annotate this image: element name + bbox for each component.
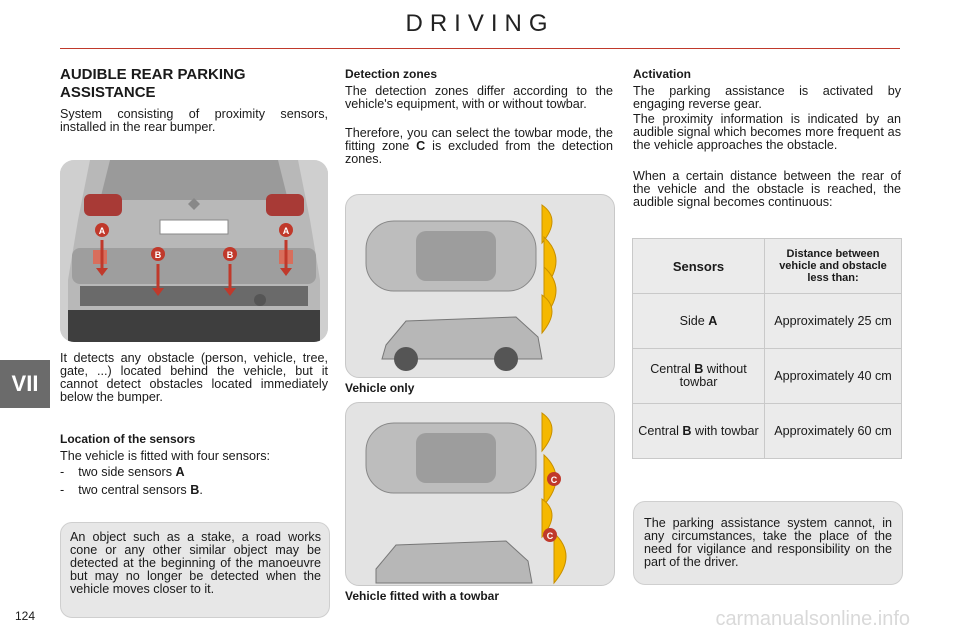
table-header-distance: Distance between vehicle and obstacle less than: (765, 239, 902, 294)
location-text: The vehicle is fitted with four sensors: (60, 449, 270, 463)
note-text: An object such as a stake, a road works cone or any other similar object may be detected at the beginning of the manoeuvre but may no longer be detected when the vehicle moves closer to it. (70, 530, 321, 596)
page-title: DRIVING (405, 10, 555, 37)
detection-text-2 (345, 127, 613, 166)
sensor-letter: B (694, 362, 704, 376)
caption-vehicle-only: Vehicle only (345, 381, 415, 395)
table-row (633, 349, 902, 404)
distance-table (632, 238, 902, 459)
note-box (60, 522, 330, 618)
sensor-label-a: A (282, 226, 290, 236)
caption-towbar: Vehicle fitted with a towbar (345, 589, 500, 603)
sensor-text: Central (638, 423, 683, 438)
footer-watermark: carmanualsonline.info (715, 608, 910, 630)
chapter-tab: VII (0, 360, 50, 408)
sensor-letter: B (682, 423, 692, 438)
table-cell-distance: Approximately 40 cm (765, 349, 902, 404)
warning-box (633, 501, 903, 585)
section-heading: AUDIBLE REAR PARKING ASSISTANCE (60, 66, 246, 101)
zone-label-c: C (546, 531, 554, 541)
list-dash: - (60, 483, 65, 497)
sensor-letter: A (708, 313, 718, 328)
list-dash: - (60, 465, 65, 479)
sensor-label-b: B (154, 250, 162, 260)
table-cell-distance: Approximately 60 cm (765, 404, 902, 459)
rear-bumper-image (60, 160, 328, 342)
detection-text-2a: Therefore, you can select the towbar mode, the fitting zone (345, 126, 613, 153)
vehicle-only-image (345, 194, 615, 378)
list-item (60, 484, 328, 497)
list-item (60, 466, 328, 479)
sensor-text: Central (650, 362, 695, 376)
table-cell-sensor (633, 349, 765, 404)
page-number: 124 (15, 609, 36, 623)
warning-text: The parking assistance system cannot, in any circumstances, take the place of the need for vigilance and responsibility on the part of the driver. (644, 516, 892, 569)
sensor-suffix: without towbar (679, 362, 747, 389)
list-text: two central sensors (78, 483, 191, 497)
detects-text: It detects any obstacle (person, vehicle, tree, gate, ...) located behind the vehicle, but it cannot detect obstacles located immediately below the bumper. (60, 351, 328, 404)
list-bold: B (190, 483, 200, 497)
detection-zones-heading: Detection zones (345, 67, 438, 81)
table-row (633, 294, 902, 349)
title-rule (60, 48, 900, 49)
table-cell-distance: Approximately 25 cm (765, 294, 902, 349)
activation-heading: Activation (633, 67, 692, 81)
activation-text-2: The proximity information is indicated by an audible signal which becomes more frequent as the vehicle approaches the obstacle. (633, 112, 901, 152)
activation-text-1: The parking assistance is activated by engaging reverse gear. (633, 84, 901, 111)
table-row (633, 404, 902, 459)
activation-text-3: When a certain distance between the rear of the vehicle and the obstacle is reached, the audible signal becomes continuous: (633, 169, 901, 209)
detection-text-2-bold: C (416, 139, 426, 153)
list-text: two side sensors (78, 465, 176, 479)
location-heading: Location of the sensors (60, 432, 196, 446)
list-bold: A (175, 465, 185, 479)
list-end: . (199, 483, 203, 497)
intro-text: System consisting of proximity sensors, installed in the rear bumper. (60, 107, 328, 134)
zone-label-c: C (550, 475, 558, 485)
sensor-text: Side (679, 313, 709, 328)
vehicle-towbar-image (345, 402, 615, 586)
detection-text-2b: is excluded from the detection zones. (345, 139, 613, 166)
table-header-sensors: Sensors (633, 239, 765, 294)
detection-text-1: The detection zones differ according to the vehicle's equipment, with or without towbar. (345, 84, 613, 111)
sensor-suffix: with towbar (691, 423, 759, 438)
table-cell-sensor (633, 294, 765, 349)
sensor-label-b: B (226, 250, 234, 260)
table-cell-sensor (633, 404, 765, 459)
sensor-label-a: A (98, 226, 106, 236)
